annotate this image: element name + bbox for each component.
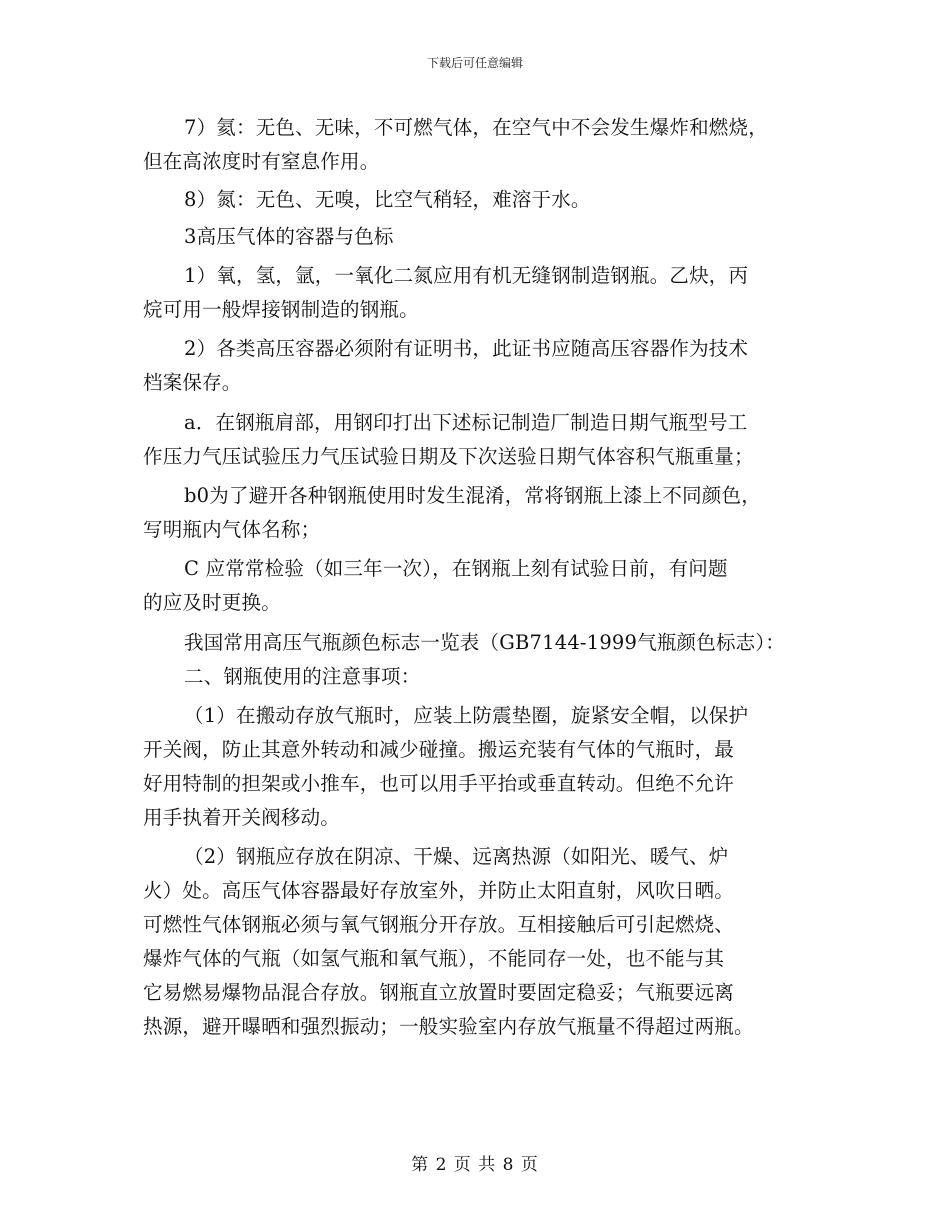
text-line: 热源，避开曝晒和强烈振动；一般实验室内存放气瓶量不得超过两瓶。 [143,1015,754,1038]
text-line: 开关阀，防止其意外转动和减少碰撞。搬运充装有气体的气瓶时，最 [143,738,735,761]
text-line: 烷可用一般焊接钢制造的钢瓶。 [143,298,419,321]
text-line: 档案保存。 [143,371,242,394]
text-line: a．在钢瓶肩部，用钢印打出下述标记制造厂制造日期气瓶型号工 [184,411,748,434]
text-line: 用手执着开关阀移动。 [143,806,341,829]
text-line: 写明瓶内气体名称； [143,518,321,541]
text-line: 它易燃易爆物品混合存放。钢瓶直立放置时要固定稳妥；气瓶要远离 [143,981,735,1004]
text-line: 1）氧，氢，氩，一氧化二氮应用有机无缝钢制造钢瓶。乙炔，丙 [184,264,749,287]
text-line: 2）各类高压容器必须附有证明书，此证书应随高压容器作为技术 [184,337,749,360]
text-line: 8）氮：无色、无嗅，比空气稍轻，难溶于水。 [184,188,591,211]
text-line: （2）钢瓶应存放在阴凉、干燥、远离热源（如阳光、暖气、炉 [184,845,729,868]
text-line: 爆炸气体的气瓶（如氢气瓶和氧气瓶），不能同存一处，也不能与其 [143,947,725,970]
text-line: b0为了避开各种钢瓶使用时发生混淆，常将钢瓶上漆上不同颜色， [184,484,761,507]
text-line: 好用特制的担架或小推车，也可以用手平抬或垂直转动。但绝不允许 [143,772,735,795]
section-heading: 二、钢瓶使用的注意事项： [184,665,421,688]
text-line: 但在高浓度时有窒息作用。 [143,150,380,173]
text-line: 7）氦：无色、无味，不可燃气体，在空气中不会发生爆炸和燃烧， [184,116,768,139]
text-line: 的应及时更换。 [143,591,281,614]
text-line: 作压力气压试验压力气压试验日期及下次送验日期气体容积气瓶重量； [143,445,754,468]
page-header: 下载后可任意编辑 [426,56,523,70]
text-line: 火）处。高压气体容器最好存放室外，并防止太阳直射，风吹日晒。 [143,879,735,902]
text-line: C 应常常检验（如三年一次），在钢瓶上刻有试验日前，有问题 [184,557,728,580]
text-line: 可燃性气体钢瓶必须与氧气钢瓶分开存放。互相接触后可引起燃烧、 [143,913,735,936]
page-number-footer: 第 2 页 共 8 页 [411,1155,539,1175]
section-heading: 3高压气体的容器与色标 [184,225,394,248]
text-line: 我国常用高压气瓶颜色标志一览表（GB7144-1999气瓶颜色标志）： [184,631,785,654]
text-line: （1）在搬动存放气瓶时，应装上防震垫圈，旋紧安全帽，以保护 [184,704,749,727]
